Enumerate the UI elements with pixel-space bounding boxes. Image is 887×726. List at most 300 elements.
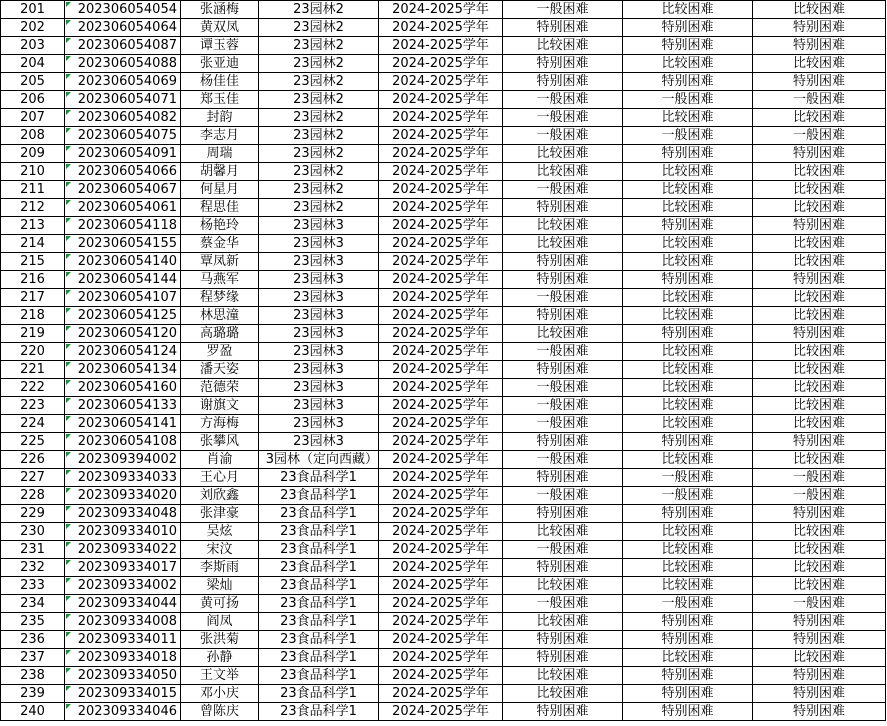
cell-student-id[interactable]: 202306054069 bbox=[65, 73, 181, 91]
cell-student-id[interactable]: 202306054066 bbox=[65, 163, 181, 181]
cell-difficulty-level-3[interactable]: 比较困难 bbox=[753, 1, 886, 19]
cell-academic-year[interactable]: 2024-2025学年 bbox=[379, 361, 503, 379]
cell-student-name[interactable]: 周瑞 bbox=[181, 145, 259, 163]
cell-difficulty-level-3[interactable]: 特别困难 bbox=[753, 145, 886, 163]
cell-difficulty-level-3[interactable]: 比较困难 bbox=[753, 307, 886, 325]
cell-student-id[interactable]: 202309334002 bbox=[65, 577, 181, 595]
cell-class[interactable]: 23园林2 bbox=[259, 145, 379, 163]
cell-difficulty-level-2[interactable]: 一般困难 bbox=[623, 91, 753, 109]
cell-student-name[interactable]: 邓小庆 bbox=[181, 685, 259, 703]
cell-difficulty-level-1[interactable]: 特别困难 bbox=[503, 55, 623, 73]
cell-row-number[interactable]: 231 bbox=[1, 541, 65, 559]
cell-student-id[interactable]: 202309334020 bbox=[65, 487, 181, 505]
cell-row-number[interactable]: 201 bbox=[1, 1, 65, 19]
cell-student-name[interactable]: 潘天姿 bbox=[181, 361, 259, 379]
cell-difficulty-level-3[interactable]: 比较困难 bbox=[753, 55, 886, 73]
cell-difficulty-level-1[interactable]: 特别困难 bbox=[503, 361, 623, 379]
cell-row-number[interactable]: 218 bbox=[1, 307, 65, 325]
cell-difficulty-level-2[interactable]: 比较困难 bbox=[623, 379, 753, 397]
cell-difficulty-level-3[interactable]: 特别困难 bbox=[753, 631, 886, 649]
cell-academic-year[interactable]: 2024-2025学年 bbox=[379, 1, 503, 19]
cell-student-name[interactable]: 何星月 bbox=[181, 181, 259, 199]
cell-difficulty-level-3[interactable]: 一般困难 bbox=[753, 595, 886, 613]
cell-difficulty-level-3[interactable]: 比较困难 bbox=[753, 451, 886, 469]
cell-class[interactable]: 23食品科学1 bbox=[259, 649, 379, 667]
cell-difficulty-level-1[interactable]: 特别困难 bbox=[503, 271, 623, 289]
cell-difficulty-level-1[interactable]: 一般困难 bbox=[503, 541, 623, 559]
cell-student-name[interactable]: 宋汶 bbox=[181, 541, 259, 559]
cell-difficulty-level-3[interactable]: 特别困难 bbox=[753, 613, 886, 631]
cell-row-number[interactable]: 237 bbox=[1, 649, 65, 667]
cell-academic-year[interactable]: 2024-2025学年 bbox=[379, 127, 503, 145]
cell-difficulty-level-2[interactable]: 特别困难 bbox=[623, 631, 753, 649]
cell-difficulty-level-1[interactable]: 一般困难 bbox=[503, 595, 623, 613]
cell-student-name[interactable]: 王心月 bbox=[181, 469, 259, 487]
cell-difficulty-level-3[interactable]: 比较困难 bbox=[753, 379, 886, 397]
cell-class[interactable]: 3园林（定向西藏） bbox=[259, 451, 379, 469]
cell-difficulty-level-3[interactable]: 比较困难 bbox=[753, 181, 886, 199]
cell-student-id[interactable]: 202309334044 bbox=[65, 595, 181, 613]
cell-difficulty-level-3[interactable]: 比较困难 bbox=[753, 397, 886, 415]
cell-student-name[interactable]: 张亚迪 bbox=[181, 55, 259, 73]
cell-row-number[interactable]: 207 bbox=[1, 109, 65, 127]
cell-student-id[interactable]: 202309334008 bbox=[65, 613, 181, 631]
cell-difficulty-level-1[interactable]: 特别困难 bbox=[503, 649, 623, 667]
cell-student-id[interactable]: 202306054064 bbox=[65, 19, 181, 37]
cell-student-name[interactable]: 吴炫 bbox=[181, 523, 259, 541]
cell-difficulty-level-3[interactable]: 特别困难 bbox=[753, 685, 886, 703]
cell-student-id[interactable]: 202309334046 bbox=[65, 703, 181, 721]
cell-difficulty-level-1[interactable]: 比较困难 bbox=[503, 235, 623, 253]
cell-student-id[interactable]: 202306054054 bbox=[65, 1, 181, 19]
cell-difficulty-level-3[interactable]: 特别困难 bbox=[753, 73, 886, 91]
cell-academic-year[interactable]: 2024-2025学年 bbox=[379, 325, 503, 343]
cell-difficulty-level-2[interactable]: 比较困难 bbox=[623, 163, 753, 181]
cell-row-number[interactable]: 205 bbox=[1, 73, 65, 91]
cell-student-id[interactable]: 202306054091 bbox=[65, 145, 181, 163]
cell-difficulty-level-1[interactable]: 特别困难 bbox=[503, 505, 623, 523]
cell-academic-year[interactable]: 2024-2025学年 bbox=[379, 235, 503, 253]
cell-difficulty-level-1[interactable]: 一般困难 bbox=[503, 181, 623, 199]
cell-difficulty-level-2[interactable]: 比较困难 bbox=[623, 361, 753, 379]
cell-difficulty-level-1[interactable]: 比较困难 bbox=[503, 37, 623, 55]
cell-student-id[interactable]: 202306054118 bbox=[65, 217, 181, 235]
cell-class[interactable]: 23园林2 bbox=[259, 37, 379, 55]
cell-class[interactable]: 23园林2 bbox=[259, 109, 379, 127]
cell-class[interactable]: 23园林2 bbox=[259, 19, 379, 37]
cell-student-id[interactable]: 202309334018 bbox=[65, 649, 181, 667]
cell-student-name[interactable]: 蔡金华 bbox=[181, 235, 259, 253]
cell-student-name[interactable]: 曾陈庆 bbox=[181, 703, 259, 721]
cell-row-number[interactable]: 240 bbox=[1, 703, 65, 721]
cell-student-id[interactable]: 202306054125 bbox=[65, 307, 181, 325]
cell-difficulty-level-3[interactable]: 特别困难 bbox=[753, 505, 886, 523]
cell-student-id[interactable]: 202306054141 bbox=[65, 415, 181, 433]
cell-difficulty-level-2[interactable]: 特别困难 bbox=[623, 667, 753, 685]
cell-academic-year[interactable]: 2024-2025学年 bbox=[379, 469, 503, 487]
cell-academic-year[interactable]: 2024-2025学年 bbox=[379, 667, 503, 685]
cell-academic-year[interactable]: 2024-2025学年 bbox=[379, 523, 503, 541]
cell-row-number[interactable]: 212 bbox=[1, 199, 65, 217]
cell-student-id[interactable]: 202309334050 bbox=[65, 667, 181, 685]
cell-row-number[interactable]: 227 bbox=[1, 469, 65, 487]
cell-class[interactable]: 23园林3 bbox=[259, 343, 379, 361]
cell-student-id[interactable]: 202306054120 bbox=[65, 325, 181, 343]
cell-academic-year[interactable]: 2024-2025学年 bbox=[379, 703, 503, 721]
cell-difficulty-level-1[interactable]: 一般困难 bbox=[503, 343, 623, 361]
cell-student-name[interactable]: 王文举 bbox=[181, 667, 259, 685]
cell-row-number[interactable]: 228 bbox=[1, 487, 65, 505]
cell-class[interactable]: 23园林3 bbox=[259, 271, 379, 289]
cell-row-number[interactable]: 225 bbox=[1, 433, 65, 451]
cell-difficulty-level-2[interactable]: 特别困难 bbox=[623, 433, 753, 451]
cell-difficulty-level-2[interactable]: 比较困难 bbox=[623, 289, 753, 307]
cell-difficulty-level-1[interactable]: 比较困难 bbox=[503, 613, 623, 631]
cell-difficulty-level-3[interactable]: 一般困难 bbox=[753, 127, 886, 145]
cell-student-name[interactable]: 谭玉蓉 bbox=[181, 37, 259, 55]
cell-row-number[interactable]: 226 bbox=[1, 451, 65, 469]
cell-class[interactable]: 23食品科学1 bbox=[259, 631, 379, 649]
cell-academic-year[interactable]: 2024-2025学年 bbox=[379, 397, 503, 415]
cell-difficulty-level-3[interactable]: 特别困难 bbox=[753, 433, 886, 451]
cell-academic-year[interactable]: 2024-2025学年 bbox=[379, 379, 503, 397]
cell-difficulty-level-3[interactable]: 比较困难 bbox=[753, 343, 886, 361]
cell-class[interactable]: 23食品科学1 bbox=[259, 613, 379, 631]
cell-difficulty-level-1[interactable]: 特别困难 bbox=[503, 469, 623, 487]
cell-row-number[interactable]: 214 bbox=[1, 235, 65, 253]
cell-difficulty-level-2[interactable]: 比较困难 bbox=[623, 649, 753, 667]
cell-row-number[interactable]: 215 bbox=[1, 253, 65, 271]
cell-difficulty-level-2[interactable]: 特别困难 bbox=[623, 145, 753, 163]
cell-difficulty-level-2[interactable]: 比较困难 bbox=[623, 397, 753, 415]
cell-class[interactable]: 23园林2 bbox=[259, 199, 379, 217]
cell-student-id[interactable]: 202306054134 bbox=[65, 361, 181, 379]
cell-class[interactable]: 23食品科学1 bbox=[259, 559, 379, 577]
cell-row-number[interactable]: 233 bbox=[1, 577, 65, 595]
cell-difficulty-level-2[interactable]: 一般困难 bbox=[623, 127, 753, 145]
cell-difficulty-level-2[interactable]: 特别困难 bbox=[623, 73, 753, 91]
cell-row-number[interactable]: 211 bbox=[1, 181, 65, 199]
cell-difficulty-level-3[interactable]: 特别困难 bbox=[753, 217, 886, 235]
cell-student-name[interactable]: 黄双凤 bbox=[181, 19, 259, 37]
cell-row-number[interactable]: 229 bbox=[1, 505, 65, 523]
cell-difficulty-level-2[interactable]: 特别困难 bbox=[623, 19, 753, 37]
cell-academic-year[interactable]: 2024-2025学年 bbox=[379, 685, 503, 703]
cell-class[interactable]: 23园林2 bbox=[259, 73, 379, 91]
cell-difficulty-level-2[interactable]: 比较困难 bbox=[623, 541, 753, 559]
cell-academic-year[interactable]: 2024-2025学年 bbox=[379, 163, 503, 181]
cell-difficulty-level-2[interactable]: 特别困难 bbox=[623, 37, 753, 55]
cell-difficulty-level-3[interactable]: 比较困难 bbox=[753, 361, 886, 379]
cell-difficulty-level-3[interactable]: 特别困难 bbox=[753, 271, 886, 289]
cell-difficulty-level-2[interactable]: 特别困难 bbox=[623, 217, 753, 235]
cell-class[interactable]: 23园林3 bbox=[259, 235, 379, 253]
cell-student-name[interactable]: 杨佳佳 bbox=[181, 73, 259, 91]
cell-student-id[interactable]: 202306054067 bbox=[65, 181, 181, 199]
cell-student-name[interactable]: 李志月 bbox=[181, 127, 259, 145]
cell-academic-year[interactable]: 2024-2025学年 bbox=[379, 595, 503, 613]
cell-difficulty-level-1[interactable]: 特别困难 bbox=[503, 703, 623, 721]
cell-student-name[interactable]: 黄可扬 bbox=[181, 595, 259, 613]
cell-student-name[interactable]: 方海梅 bbox=[181, 415, 259, 433]
cell-difficulty-level-1[interactable]: 比较困难 bbox=[503, 325, 623, 343]
cell-row-number[interactable]: 219 bbox=[1, 325, 65, 343]
cell-row-number[interactable]: 209 bbox=[1, 145, 65, 163]
cell-class[interactable]: 23食品科学1 bbox=[259, 703, 379, 721]
cell-academic-year[interactable]: 2024-2025学年 bbox=[379, 433, 503, 451]
cell-student-id[interactable]: 202309334015 bbox=[65, 685, 181, 703]
cell-student-name[interactable]: 孙静 bbox=[181, 649, 259, 667]
cell-student-name[interactable]: 张津豪 bbox=[181, 505, 259, 523]
cell-student-id[interactable]: 202309334017 bbox=[65, 559, 181, 577]
cell-difficulty-level-3[interactable]: 特别困难 bbox=[753, 325, 886, 343]
cell-student-name[interactable]: 杨艳玲 bbox=[181, 217, 259, 235]
cell-student-name[interactable]: 刘欣鑫 bbox=[181, 487, 259, 505]
cell-class[interactable]: 23食品科学1 bbox=[259, 667, 379, 685]
cell-student-id[interactable]: 202306054061 bbox=[65, 199, 181, 217]
cell-academic-year[interactable]: 2024-2025学年 bbox=[379, 613, 503, 631]
cell-difficulty-level-2[interactable]: 特别困难 bbox=[623, 505, 753, 523]
cell-row-number[interactable]: 238 bbox=[1, 667, 65, 685]
cell-difficulty-level-2[interactable]: 一般困难 bbox=[623, 595, 753, 613]
cell-academic-year[interactable]: 2024-2025学年 bbox=[379, 451, 503, 469]
cell-row-number[interactable]: 217 bbox=[1, 289, 65, 307]
cell-student-id[interactable]: 202306054071 bbox=[65, 91, 181, 109]
cell-class[interactable]: 23园林2 bbox=[259, 181, 379, 199]
cell-difficulty-level-1[interactable]: 特别困难 bbox=[503, 199, 623, 217]
cell-row-number[interactable]: 221 bbox=[1, 361, 65, 379]
cell-row-number[interactable]: 236 bbox=[1, 631, 65, 649]
cell-academic-year[interactable]: 2024-2025学年 bbox=[379, 181, 503, 199]
cell-student-name[interactable]: 高璐璐 bbox=[181, 325, 259, 343]
cell-difficulty-level-2[interactable]: 比较困难 bbox=[623, 235, 753, 253]
cell-difficulty-level-2[interactable]: 比较困难 bbox=[623, 415, 753, 433]
cell-difficulty-level-1[interactable]: 一般困难 bbox=[503, 1, 623, 19]
cell-difficulty-level-1[interactable]: 比较困难 bbox=[503, 667, 623, 685]
cell-row-number[interactable]: 235 bbox=[1, 613, 65, 631]
cell-difficulty-level-3[interactable]: 比较困难 bbox=[753, 289, 886, 307]
cell-row-number[interactable]: 213 bbox=[1, 217, 65, 235]
cell-difficulty-level-2[interactable]: 一般困难 bbox=[623, 469, 753, 487]
cell-academic-year[interactable]: 2024-2025学年 bbox=[379, 487, 503, 505]
cell-difficulty-level-2[interactable]: 比较困难 bbox=[623, 253, 753, 271]
cell-difficulty-level-1[interactable]: 比较困难 bbox=[503, 577, 623, 595]
cell-row-number[interactable]: 232 bbox=[1, 559, 65, 577]
cell-difficulty-level-2[interactable]: 比较困难 bbox=[623, 577, 753, 595]
cell-class[interactable]: 23食品科学1 bbox=[259, 595, 379, 613]
cell-difficulty-level-3[interactable]: 特别困难 bbox=[753, 37, 886, 55]
cell-academic-year[interactable]: 2024-2025学年 bbox=[379, 55, 503, 73]
cell-student-id[interactable]: 202309334010 bbox=[65, 523, 181, 541]
cell-difficulty-level-3[interactable]: 特别困难 bbox=[753, 667, 886, 685]
cell-difficulty-level-3[interactable]: 比较困难 bbox=[753, 199, 886, 217]
cell-difficulty-level-1[interactable]: 比较困难 bbox=[503, 163, 623, 181]
cell-class[interactable]: 23园林3 bbox=[259, 433, 379, 451]
cell-academic-year[interactable]: 2024-2025学年 bbox=[379, 631, 503, 649]
cell-difficulty-level-1[interactable]: 特别困难 bbox=[503, 73, 623, 91]
cell-difficulty-level-2[interactable]: 比较困难 bbox=[623, 109, 753, 127]
cell-academic-year[interactable]: 2024-2025学年 bbox=[379, 217, 503, 235]
cell-difficulty-level-2[interactable]: 特别困难 bbox=[623, 271, 753, 289]
cell-academic-year[interactable]: 2024-2025学年 bbox=[379, 505, 503, 523]
cell-difficulty-level-2[interactable]: 比较困难 bbox=[623, 199, 753, 217]
cell-student-id[interactable]: 202309334011 bbox=[65, 631, 181, 649]
cell-difficulty-level-1[interactable]: 一般困难 bbox=[503, 451, 623, 469]
cell-difficulty-level-3[interactable]: 比较困难 bbox=[753, 235, 886, 253]
cell-class[interactable]: 23园林3 bbox=[259, 397, 379, 415]
cell-academic-year[interactable]: 2024-2025学年 bbox=[379, 199, 503, 217]
cell-difficulty-level-3[interactable]: 比较困难 bbox=[753, 559, 886, 577]
cell-class[interactable]: 23园林3 bbox=[259, 253, 379, 271]
cell-difficulty-level-1[interactable]: 一般困难 bbox=[503, 397, 623, 415]
cell-student-id[interactable]: 202306054082 bbox=[65, 109, 181, 127]
cell-class[interactable]: 23食品科学1 bbox=[259, 685, 379, 703]
cell-row-number[interactable]: 203 bbox=[1, 37, 65, 55]
cell-difficulty-level-3[interactable]: 比较困难 bbox=[753, 163, 886, 181]
cell-difficulty-level-3[interactable]: 一般困难 bbox=[753, 469, 886, 487]
cell-row-number[interactable]: 230 bbox=[1, 523, 65, 541]
cell-difficulty-level-2[interactable]: 比较困难 bbox=[623, 451, 753, 469]
cell-difficulty-level-3[interactable]: 比较困难 bbox=[753, 649, 886, 667]
cell-student-name[interactable]: 张涵梅 bbox=[181, 1, 259, 19]
cell-difficulty-level-1[interactable]: 一般困难 bbox=[503, 91, 623, 109]
cell-student-name[interactable]: 程思佳 bbox=[181, 199, 259, 217]
cell-academic-year[interactable]: 2024-2025学年 bbox=[379, 577, 503, 595]
cell-difficulty-level-1[interactable]: 比较困难 bbox=[503, 145, 623, 163]
cell-difficulty-level-3[interactable]: 比较困难 bbox=[753, 109, 886, 127]
cell-difficulty-level-3[interactable]: 特别困难 bbox=[753, 703, 886, 721]
cell-row-number[interactable]: 223 bbox=[1, 397, 65, 415]
cell-difficulty-level-3[interactable]: 比较困难 bbox=[753, 253, 886, 271]
cell-difficulty-level-1[interactable]: 比较困难 bbox=[503, 523, 623, 541]
cell-class[interactable]: 23园林2 bbox=[259, 91, 379, 109]
cell-difficulty-level-1[interactable]: 比较困难 bbox=[503, 685, 623, 703]
cell-class[interactable]: 23园林3 bbox=[259, 307, 379, 325]
cell-difficulty-level-1[interactable]: 一般困难 bbox=[503, 289, 623, 307]
cell-difficulty-level-3[interactable]: 比较困难 bbox=[753, 541, 886, 559]
cell-student-id[interactable]: 202309334048 bbox=[65, 505, 181, 523]
cell-student-name[interactable]: 阎凤 bbox=[181, 613, 259, 631]
cell-class[interactable]: 23园林2 bbox=[259, 55, 379, 73]
cell-difficulty-level-2[interactable]: 比较困难 bbox=[623, 1, 753, 19]
cell-class[interactable]: 23食品科学1 bbox=[259, 577, 379, 595]
cell-academic-year[interactable]: 2024-2025学年 bbox=[379, 541, 503, 559]
cell-difficulty-level-2[interactable]: 比较困难 bbox=[623, 523, 753, 541]
cell-student-id[interactable]: 202306054087 bbox=[65, 37, 181, 55]
cell-academic-year[interactable]: 2024-2025学年 bbox=[379, 73, 503, 91]
cell-student-id[interactable]: 202306054108 bbox=[65, 433, 181, 451]
cell-student-name[interactable]: 覃凤新 bbox=[181, 253, 259, 271]
cell-class[interactable]: 23园林3 bbox=[259, 325, 379, 343]
cell-student-id[interactable]: 202306054140 bbox=[65, 253, 181, 271]
cell-student-id[interactable]: 202309334033 bbox=[65, 469, 181, 487]
cell-class[interactable]: 23食品科学1 bbox=[259, 541, 379, 559]
cell-difficulty-level-2[interactable]: 特别困难 bbox=[623, 613, 753, 631]
cell-academic-year[interactable]: 2024-2025学年 bbox=[379, 307, 503, 325]
cell-class[interactable]: 23园林2 bbox=[259, 127, 379, 145]
cell-row-number[interactable]: 208 bbox=[1, 127, 65, 145]
cell-student-id[interactable]: 202306054088 bbox=[65, 55, 181, 73]
cell-difficulty-level-1[interactable]: 一般困难 bbox=[503, 379, 623, 397]
cell-class[interactable]: 23园林3 bbox=[259, 379, 379, 397]
cell-student-id[interactable]: 202309334022 bbox=[65, 541, 181, 559]
cell-student-name[interactable]: 罗盈 bbox=[181, 343, 259, 361]
cell-academic-year[interactable]: 2024-2025学年 bbox=[379, 253, 503, 271]
cell-difficulty-level-2[interactable]: 比较困难 bbox=[623, 181, 753, 199]
cell-academic-year[interactable]: 2024-2025学年 bbox=[379, 19, 503, 37]
cell-row-number[interactable]: 239 bbox=[1, 685, 65, 703]
cell-difficulty-level-1[interactable]: 特别困难 bbox=[503, 433, 623, 451]
cell-student-name[interactable]: 胡馨月 bbox=[181, 163, 259, 181]
cell-student-name[interactable]: 肖渝 bbox=[181, 451, 259, 469]
cell-academic-year[interactable]: 2024-2025学年 bbox=[379, 559, 503, 577]
cell-student-id[interactable]: 202306054155 bbox=[65, 235, 181, 253]
cell-difficulty-level-1[interactable]: 一般困难 bbox=[503, 109, 623, 127]
cell-academic-year[interactable]: 2024-2025学年 bbox=[379, 649, 503, 667]
cell-row-number[interactable]: 204 bbox=[1, 55, 65, 73]
cell-class[interactable]: 23食品科学1 bbox=[259, 469, 379, 487]
cell-academic-year[interactable]: 2024-2025学年 bbox=[379, 271, 503, 289]
cell-student-id[interactable]: 202306054124 bbox=[65, 343, 181, 361]
cell-difficulty-level-3[interactable]: 比较困难 bbox=[753, 577, 886, 595]
cell-class[interactable]: 23食品科学1 bbox=[259, 523, 379, 541]
cell-difficulty-level-2[interactable]: 比较困难 bbox=[623, 307, 753, 325]
cell-class[interactable]: 23食品科学1 bbox=[259, 487, 379, 505]
cell-academic-year[interactable]: 2024-2025学年 bbox=[379, 415, 503, 433]
cell-academic-year[interactable]: 2024-2025学年 bbox=[379, 37, 503, 55]
cell-difficulty-level-3[interactable]: 比较困难 bbox=[753, 523, 886, 541]
cell-row-number[interactable]: 202 bbox=[1, 19, 65, 37]
cell-difficulty-level-1[interactable]: 特别困难 bbox=[503, 253, 623, 271]
cell-class[interactable]: 23园林3 bbox=[259, 415, 379, 433]
cell-academic-year[interactable]: 2024-2025学年 bbox=[379, 91, 503, 109]
cell-student-name[interactable]: 张洪菊 bbox=[181, 631, 259, 649]
cell-student-id[interactable]: 202306054160 bbox=[65, 379, 181, 397]
cell-student-id[interactable]: 202306054133 bbox=[65, 397, 181, 415]
cell-difficulty-level-2[interactable]: 特别困难 bbox=[623, 703, 753, 721]
cell-student-name[interactable]: 范德荣 bbox=[181, 379, 259, 397]
cell-difficulty-level-1[interactable]: 特别困难 bbox=[503, 307, 623, 325]
cell-difficulty-level-2[interactable]: 一般困难 bbox=[623, 487, 753, 505]
cell-row-number[interactable]: 234 bbox=[1, 595, 65, 613]
cell-academic-year[interactable]: 2024-2025学年 bbox=[379, 109, 503, 127]
cell-row-number[interactable]: 210 bbox=[1, 163, 65, 181]
cell-student-name[interactable]: 张攀风 bbox=[181, 433, 259, 451]
cell-academic-year[interactable]: 2024-2025学年 bbox=[379, 145, 503, 163]
cell-difficulty-level-1[interactable]: 一般困难 bbox=[503, 127, 623, 145]
cell-student-id[interactable]: 202306054144 bbox=[65, 271, 181, 289]
cell-difficulty-level-3[interactable]: 特别困难 bbox=[753, 19, 886, 37]
cell-class[interactable]: 23食品科学1 bbox=[259, 505, 379, 523]
cell-difficulty-level-1[interactable]: 一般困难 bbox=[503, 487, 623, 505]
cell-academic-year[interactable]: 2024-2025学年 bbox=[379, 343, 503, 361]
cell-student-name[interactable]: 程梦缘 bbox=[181, 289, 259, 307]
cell-row-number[interactable]: 222 bbox=[1, 379, 65, 397]
cell-difficulty-level-2[interactable]: 比较困难 bbox=[623, 559, 753, 577]
cell-difficulty-level-1[interactable]: 特别困难 bbox=[503, 559, 623, 577]
cell-class[interactable]: 23园林3 bbox=[259, 217, 379, 235]
cell-student-id[interactable]: 202306054107 bbox=[65, 289, 181, 307]
cell-student-name[interactable]: 谢旗文 bbox=[181, 397, 259, 415]
cell-student-name[interactable]: 林思潼 bbox=[181, 307, 259, 325]
cell-row-number[interactable]: 216 bbox=[1, 271, 65, 289]
cell-difficulty-level-1[interactable]: 一般困难 bbox=[503, 415, 623, 433]
cell-student-name[interactable]: 马燕军 bbox=[181, 271, 259, 289]
cell-academic-year[interactable]: 2024-2025学年 bbox=[379, 289, 503, 307]
cell-student-name[interactable]: 封韵 bbox=[181, 109, 259, 127]
cell-class[interactable]: 23园林3 bbox=[259, 289, 379, 307]
cell-student-id[interactable]: 202306054075 bbox=[65, 127, 181, 145]
